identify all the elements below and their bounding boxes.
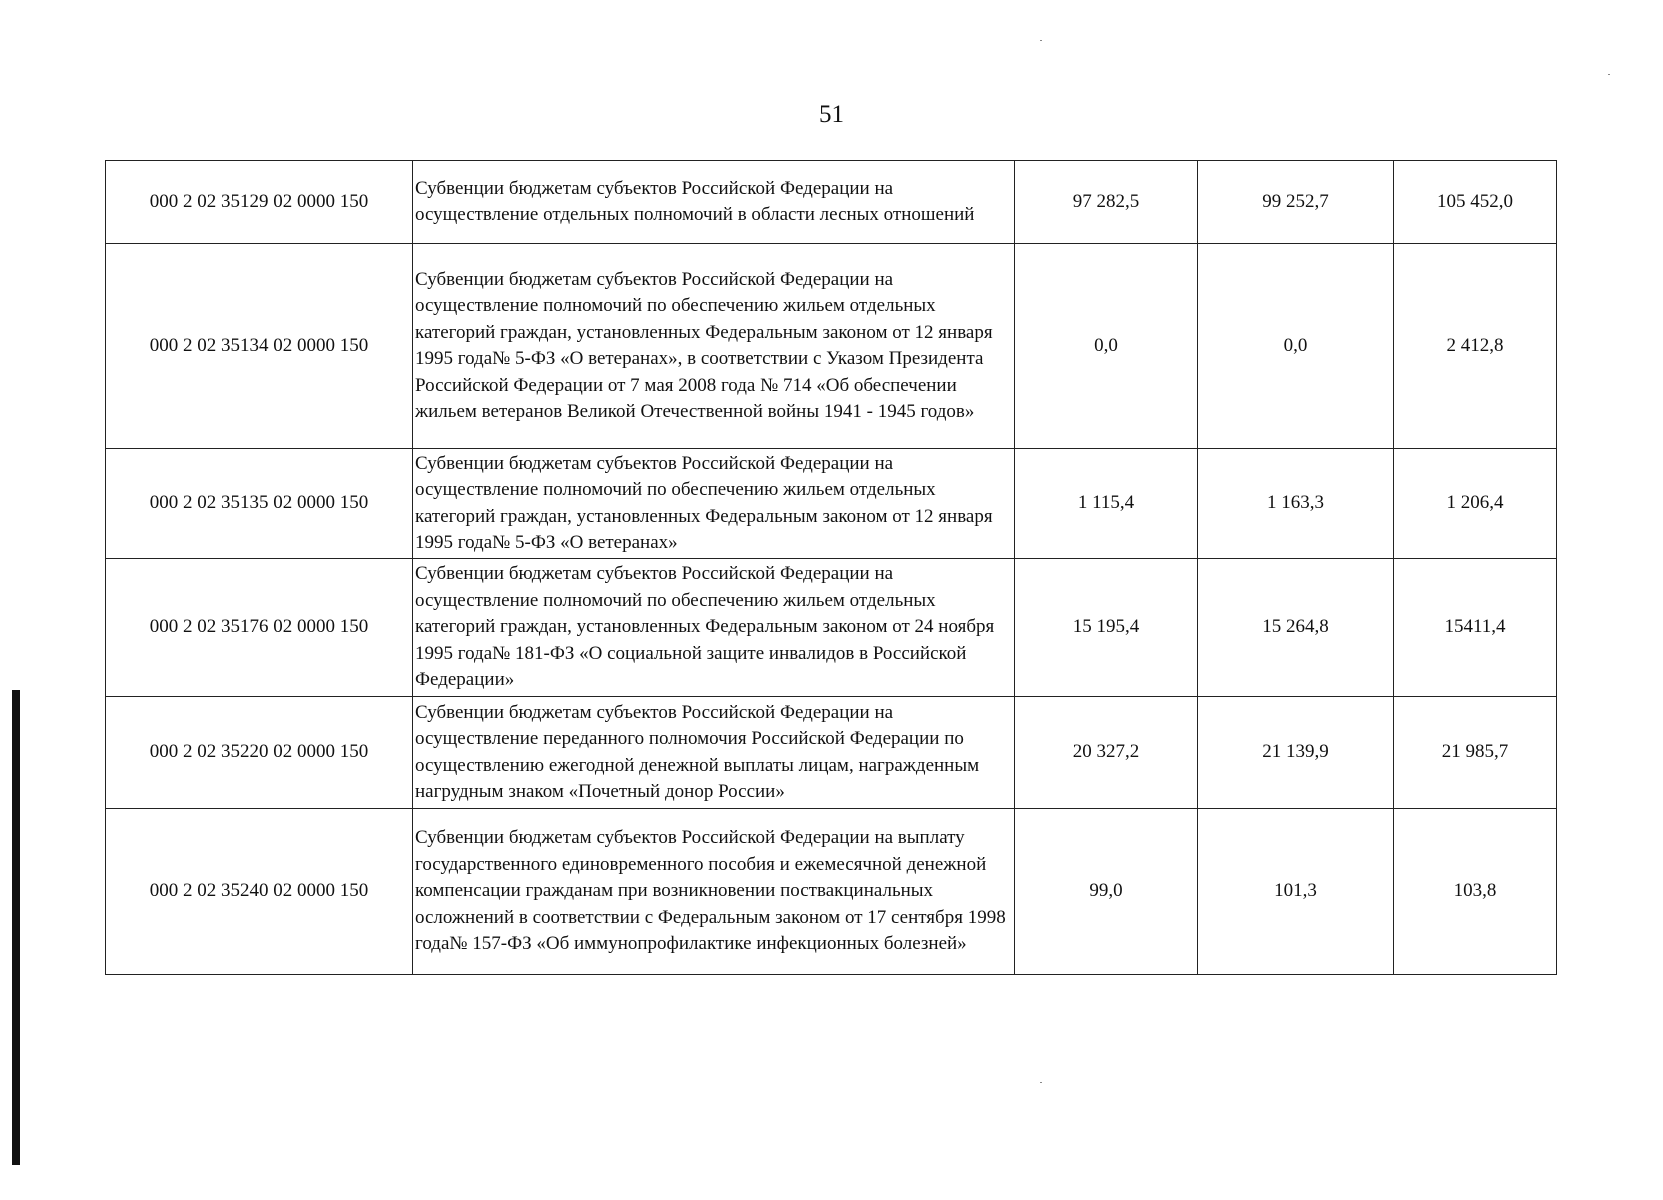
budget-code-cell: 000 2 02 35134 02 0000 150 (106, 244, 413, 449)
table-row (106, 449, 1557, 559)
value-year-1-cell: 20 327,2 (1015, 697, 1198, 809)
page-number: 51 (819, 101, 844, 128)
value-year-1-cell: 99,0 (1015, 809, 1198, 975)
budget-code-cell: 000 2 02 35135 02 0000 150 (106, 449, 413, 559)
description-cell: Субвенции бюджетам субъектов Российской Федерации на осуществление отдельных полномочий в области лесных отношений (413, 161, 1015, 244)
value-year-3-cell: 105 452,0 (1394, 161, 1557, 244)
description-cell: Субвенции бюджетам субъектов Российской Федерации на осуществление переданного полномочия Российской Федерации по осуществлению ежегодной денежной выплаты лицам, награжденным нагрудным знаком «Почетный донор России» (413, 697, 1015, 809)
value-year-3-cell: 103,8 (1394, 809, 1557, 975)
value-year-3-cell: 21 985,7 (1394, 697, 1557, 809)
budget-table (105, 160, 1557, 975)
value-year-1-cell: 97 282,5 (1015, 161, 1198, 244)
table-row (106, 244, 1557, 449)
value-year-2-cell: 101,3 (1198, 809, 1394, 975)
scan-edge-mark (12, 690, 20, 1165)
scan-speck (1040, 40, 1042, 41)
description-cell: Субвенции бюджетам субъектов Российской Федерации на осуществление полномочий по обеспечению жильем отдельных категорий граждан, установленных Федеральным законом от 12 января 1995 года№ 5-ФЗ «О ветеранах» (413, 449, 1015, 559)
budget-code-cell: 000 2 02 35220 02 0000 150 (106, 697, 413, 809)
table-row (106, 809, 1557, 975)
table-row (106, 559, 1557, 697)
scan-speck (1040, 1082, 1042, 1083)
value-year-2-cell: 21 139,9 (1198, 697, 1394, 809)
value-year-1-cell: 0,0 (1015, 244, 1198, 449)
table-row (106, 697, 1557, 809)
scan-speck (1608, 74, 1610, 75)
value-year-2-cell: 0,0 (1198, 244, 1394, 449)
value-year-2-cell: 99 252,7 (1198, 161, 1394, 244)
value-year-3-cell: 15411,4 (1394, 559, 1557, 697)
budget-code-cell: 000 2 02 35240 02 0000 150 (106, 809, 413, 975)
value-year-2-cell: 1 163,3 (1198, 449, 1394, 559)
value-year-3-cell: 1 206,4 (1394, 449, 1557, 559)
value-year-1-cell: 15 195,4 (1015, 559, 1198, 697)
description-cell: Субвенции бюджетам субъектов Российской Федерации на выплату государственного единовременного пособия и ежемесячной денежной компенсации гражданам при возникновении поствакцинальных осложнений в соответствии с Федеральным законом от 17 сентября 1998 года№ 157-ФЗ «Об иммунопрофилактике инфекционных болезней» (413, 809, 1015, 975)
description-cell: Субвенции бюджетам субъектов Российской Федерации на осуществление полномочий по обеспечению жильем отдельных категорий граждан, установленных Федеральным законом от 12 января 1995 года№ 5-ФЗ «О ветеранах», в соответствии с Указом Президента Российской Федерации от 7 мая 2008 года № 714 «Об обеспечении жильем ветеранов Великой Отечественной войны 1941 - 1945 годов» (413, 244, 1015, 449)
value-year-2-cell: 15 264,8 (1198, 559, 1394, 697)
budget-code-cell: 000 2 02 35129 02 0000 150 (106, 161, 413, 244)
value-year-1-cell: 1 115,4 (1015, 449, 1198, 559)
value-year-3-cell: 2 412,8 (1394, 244, 1557, 449)
budget-code-cell: 000 2 02 35176 02 0000 150 (106, 559, 413, 697)
description-cell: Субвенции бюджетам субъектов Российской Федерации на осуществление полномочий по обеспечению жильем отдельных категорий граждан, установленных Федеральным законом от 24 ноября 1995 года№ 181-ФЗ «О социальной защите инвалидов в Российской Федерации» (413, 559, 1015, 697)
table-row (106, 161, 1557, 244)
